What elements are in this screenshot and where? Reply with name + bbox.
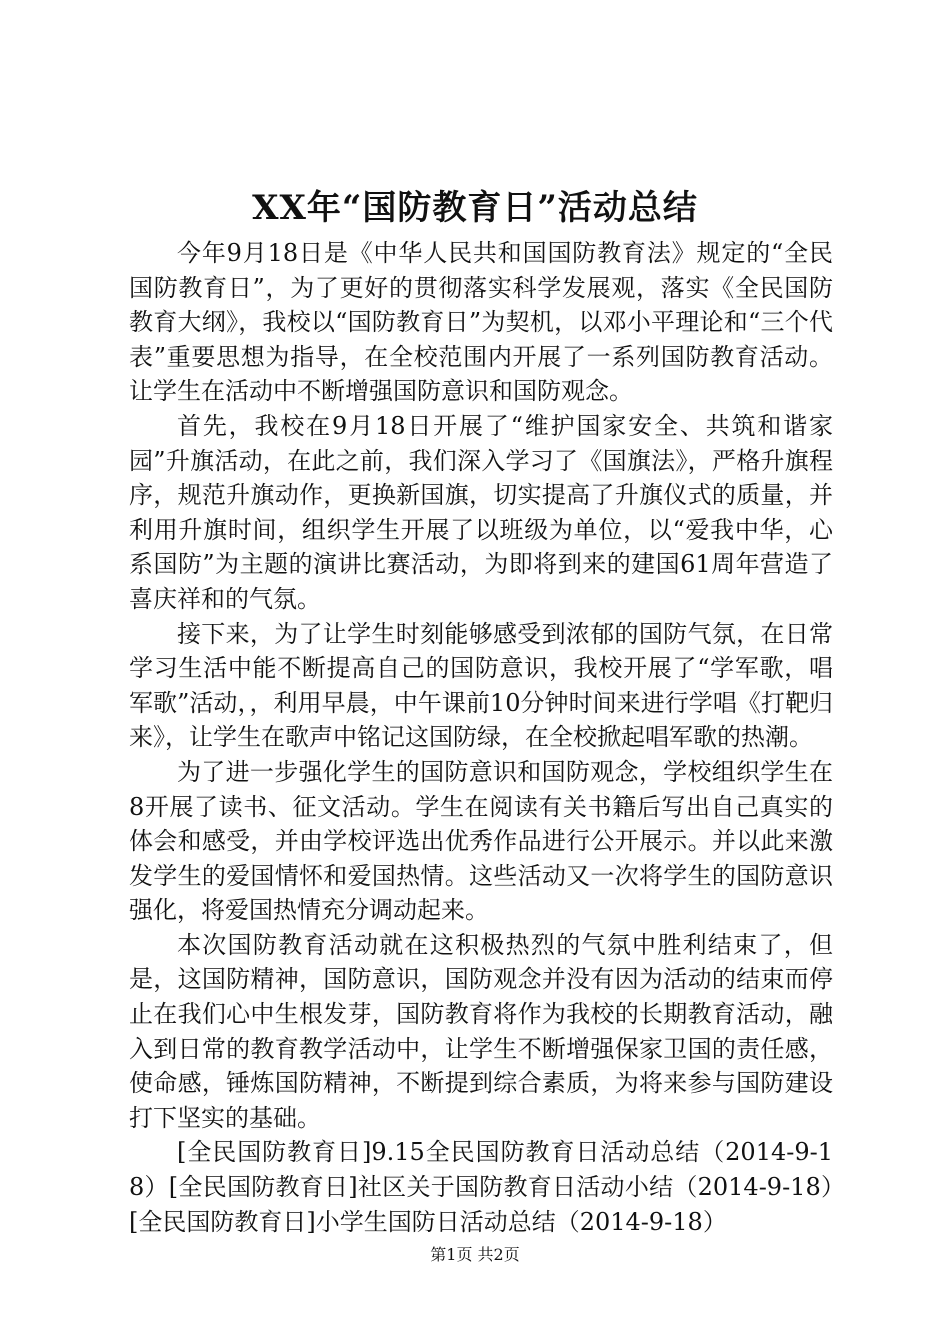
paragraph-intro: 今年9月18日是《中华人民共和国国防教育法》规定的“全民国防教育日”，为了更好的贯彻落实科学发展观，落实《全民国防教育大纲》，我校以“国防教育日”为契机，以邓小平理论和“三个代表”重要思想为指导，在全校范围内开展了一系列国防教育活动。让学生在活动中不断增强国防意识和国防观念。 xyxy=(129,239,833,406)
paragraph-army-songs: 接下来，为了让学生时刻能够感受到浓郁的国防气氛，在日常学习生活中能不断提高自己的国防意识，我校开展了“学军歌，唱军歌”活动，，利用早晨，中午课前10分钟时间来进行学唱《打靶归来》，让学生在歌声中铭记这国防绿，在全校掀起唱军歌的热潮。 xyxy=(129,619,833,752)
page-number-footer: 第1页 共2页 xyxy=(430,1245,520,1264)
document-body xyxy=(129,236,833,1239)
paragraph-related-links: [全民国防教育日]9.15全民国防教育日活动总结（2014-9-18）[全民国防教育日]社区关于国防教育日活动小结（2014-9-18）[全民国防教育日]小学生国防日活动总结（2014-9-18） xyxy=(129,1138,833,1236)
paragraph-flag-raising: 首先，我校在9月18日开展了“维护国家安全、共筑和谐家园”升旗活动，在此之前，我们深入学习了《国旗法》，严格升旗程序，规范升旗动作，更换新国旗，切实提高了升旗仪式的质量，并利用升旗时间，组织学生开展了以班级为单位，以“爱我中华，心系国防”为主题的演讲比赛活动，为即将到来的建国61周年营造了喜庆祥和的气氛。 xyxy=(129,411,833,613)
paragraph-reading-essay: 为了进一步强化学生的国防意识和国防观念，学校组织学生在8开展了读书、征文活动。学生在阅读有关书籍后写出自己真实的体会和感受，并由学校评选出优秀作品进行公开展示。并以此来激发学生的爱国情怀和爱国热情。这些活动又一次将学生的国防意识强化，将爱国热情充分调动起来。 xyxy=(129,757,833,925)
paragraph-conclusion: 本次国防教育活动就在这积极热烈的气氛中胜利结束了，但是，这国防精神，国防意识，国防观念并没有因为活动的结束而停止在我们心中生根发芽，国防教育将作为我校的长期教育活动，融入到日常的教育教学活动中，让学生不断增强保家卫国的责任感，使命感，锤炼国防精神，不断提到综合素质，为将来参与国防建设打下坚实的基础。 xyxy=(129,930,833,1132)
document-title: XX年“国防教育日”活动总结 xyxy=(252,188,698,228)
